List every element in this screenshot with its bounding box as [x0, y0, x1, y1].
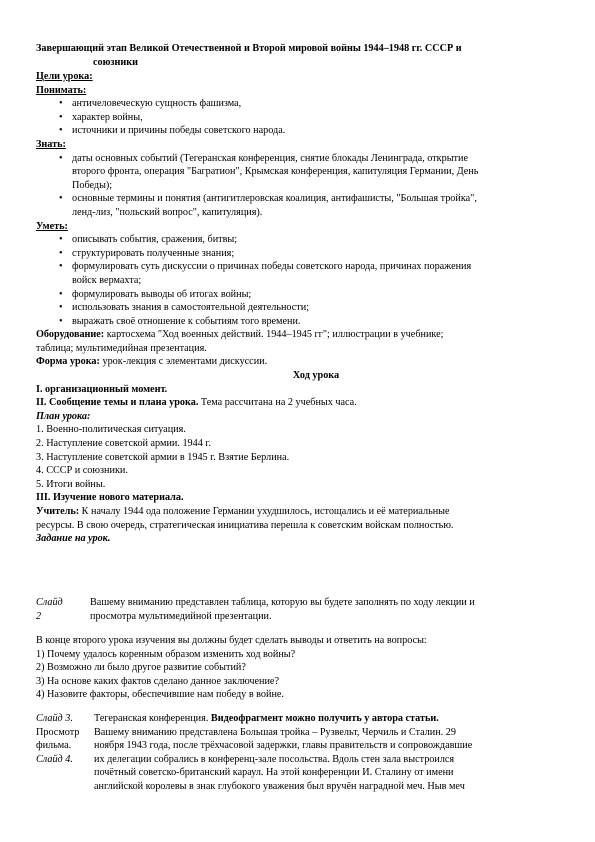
know-heading: Знать: — [36, 138, 66, 150]
stage-2-text: Тема рассчитана на 2 учебных часа. — [198, 397, 357, 409]
slide-2-label-number: 2 — [36, 610, 42, 622]
slide-3-text-line: английской королевы в знак глубокого уважения был вручён наградной меч. Ныв меч — [94, 780, 465, 792]
understand-heading: Понимать: — [36, 84, 87, 96]
list-item — [36, 233, 566, 247]
list-item — [36, 192, 566, 219]
slide-3-text-line: ноября 1943 года, после трёхчасовой задержки, главы правительств и сопровождавшие — [94, 740, 473, 752]
document-title — [36, 42, 462, 69]
list-item-line: войск вермахта; — [72, 274, 142, 286]
list-item — [36, 152, 566, 193]
task-label: Задание на урок. — [36, 533, 111, 545]
slide-3-text — [94, 712, 566, 794]
plan-item: 4. СССР и союзники. — [36, 465, 128, 477]
teacher-line-2: ресурсы. В свою очередь, стратегическая инициатива перешла к советским войскам полностью. — [36, 519, 454, 531]
form-text: урок-лекция с элементами дискуссии. — [99, 356, 268, 368]
list-item — [36, 260, 566, 287]
form-line — [36, 355, 566, 369]
equipment-line — [36, 328, 566, 342]
slide-3-text-line: Вашему вниманию представлена Большая тройка – Рузвельт, Черчиль и Сталин. 29 — [94, 726, 456, 738]
stage-2 — [36, 396, 566, 410]
able-heading: Уметь: — [36, 220, 68, 232]
list-item: • характер войны, — [36, 111, 566, 125]
plan-heading: План урока: — [36, 410, 91, 422]
list-item-line: ленд-лиз, "польский вопрос", капитуляция). — [72, 206, 263, 218]
title-line-2: союзники — [93, 56, 138, 68]
list-item — [36, 301, 566, 315]
list-item — [36, 288, 566, 302]
equipment-label: Оборудование: — [36, 329, 105, 341]
stage-3: III. Изучение нового материала. — [36, 492, 184, 504]
list-item — [36, 315, 566, 329]
slide-3-labels — [36, 712, 86, 766]
teacher-text: К началу 1944 ода положение Германии ухудшилось, истощались и её материальные — [79, 506, 450, 517]
able-list — [36, 233, 566, 328]
slide-3-video-note: Видеофрагмент можно получить у автора статьи. — [210, 713, 439, 724]
slide-3-text-line: их делегации собрались в конференц-зале посольства. Вдоль стен зала выстроился — [94, 753, 455, 765]
slide-3-sub: фильма. — [36, 740, 72, 752]
slide-4-label: Слайд 4. — [36, 753, 73, 765]
form-label: Форма урока: — [36, 356, 100, 368]
list-item-line: • выражать своё отношение к событиям того времени. — [72, 315, 301, 327]
question-item: 2) Возможно ли было другое развитие событий? — [36, 662, 246, 674]
plan-item: 3. Наступление советской армии в 1945 г. Взятие Берлина. — [36, 451, 290, 463]
slide-2-text — [90, 596, 475, 623]
teacher-label: Учитель: — [36, 506, 80, 517]
list-item-line: Победы); — [72, 179, 113, 191]
title-line-1: Завершающий этап Великой Отечественной и Второй мировой войны 1944–1948 гг. СССР и — [36, 43, 462, 54]
list-item-line: • описывать события, сражения, битвы; — [72, 234, 238, 246]
goals-section — [36, 70, 566, 546]
teacher-line-1 — [36, 505, 566, 519]
questions-block — [36, 634, 566, 702]
question-item: 4) Назовите факторы, обеспечившие нам победу в войне. — [36, 689, 284, 701]
stage-1: I. организационный момент. — [36, 383, 168, 395]
plan-item: 5. Итоги войны. — [36, 478, 106, 490]
list-item: • источники и причины победы советского народа. — [36, 124, 566, 138]
slide-2-text-line: Вашему вниманию представлен таблица, которую вы будете заполнять по ходу лекции и — [90, 597, 475, 608]
slide-3-sub: Просмотр — [36, 726, 80, 738]
slide-3-heading-line — [94, 712, 566, 726]
slide-3-topic: Тегеранская конференция. — [94, 713, 211, 724]
list-item-line: • использовать знания в самостоятельной деятельности; — [72, 302, 310, 314]
plan-item: 1. Военно-политическая ситуация. — [36, 424, 186, 436]
slide-2-label — [36, 596, 63, 623]
list-item-line: • формулировать суть дискуссии о причинах победы советского народа, причинах поражения — [72, 261, 472, 273]
list-item: • античеловеческую сущность фашизма, — [36, 97, 566, 111]
slide-3-label: Слайд 3. — [36, 713, 73, 724]
list-item-line: • формулировать выводы об итогах войны; — [72, 288, 252, 300]
equipment-text: картосхема "Ход военных действий. 1944–1945 гг"; иллюстрации в учебнике; — [104, 329, 444, 341]
understand-list — [36, 97, 566, 138]
course-heading: Ход урока — [292, 370, 340, 382]
questions-intro: В конце второго урока изучения вы должны будет сделать выводы и ответить на вопросы: — [36, 635, 427, 646]
list-item-line: • структурировать полученные знания; — [72, 247, 235, 259]
plan-item: 2. Наступление советской армии. 1944 г. — [36, 438, 211, 450]
question-item: 1) Почему удалось коренным образом изменить ход войны? — [36, 648, 296, 660]
question-item: 3) На основе каких фактов сделано данное заключение? — [36, 675, 279, 687]
stage-2-label: II. Сообщение темы и плана урока. — [36, 397, 199, 409]
list-item-line: • основные термины и понятия (антигитлеровская коалиция, антифашисты, "Большая тройка", — [72, 193, 477, 205]
know-list — [36, 152, 566, 220]
list-item-line: • даты основных событий (Тегеранская конференция, снятие блокады Ленинграда, открытие — [72, 152, 468, 164]
goals-heading: Цели урока: — [36, 71, 93, 82]
list-item — [36, 247, 566, 261]
equipment-line-2: таблица; мультимедийная презентация. — [36, 342, 207, 354]
list-item-line: второго фронта, операция "Багратион", Крымская конференция, капитуляция Германии, День — [72, 166, 479, 178]
slide-2-label-line: Слайд — [36, 597, 63, 608]
slide-3-text-line: почётный советско-британский караул. На этой конференции И. Сталину от имени — [94, 767, 454, 779]
slide-2-text-line: просмотра мультимедийной презентации. — [90, 610, 272, 622]
